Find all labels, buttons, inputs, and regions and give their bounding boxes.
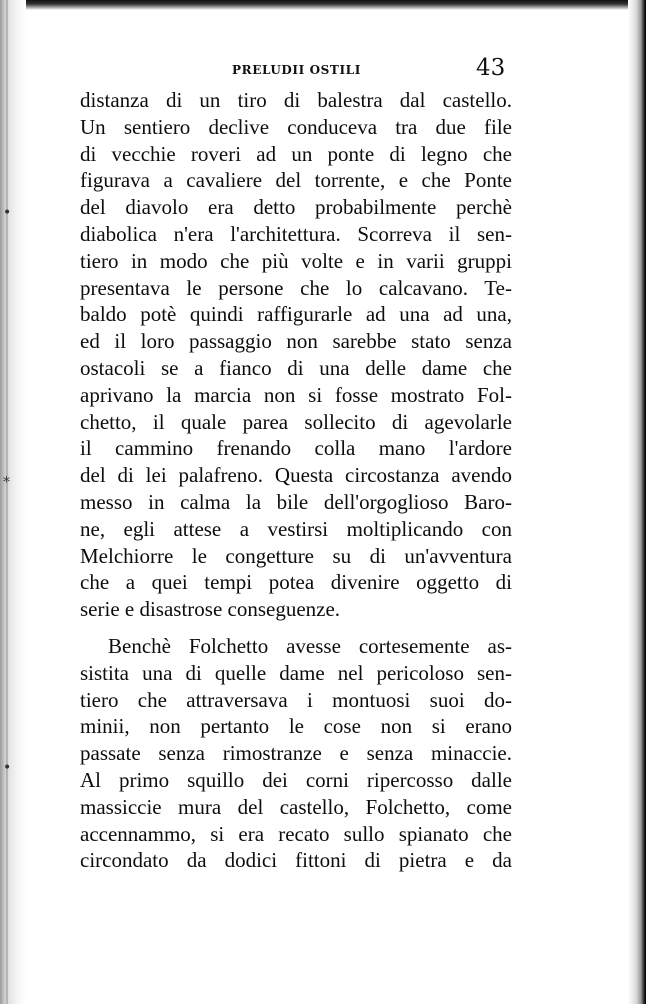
text-line: messo in calma la bile dell'orgoglioso Baro- (80, 489, 512, 514)
text-line: il cammino frenando colla mano l'ardore (80, 436, 512, 461)
text-line: del di lei palafreno. Questa circostanza avendo (80, 463, 512, 488)
text-line: tiero che attraversava i montuosi suoi do- (80, 687, 512, 712)
text-line: minii, non pertanto le cose non si erano (80, 714, 512, 739)
binding-gutter (0, 0, 26, 1004)
text-line: presentava le persone che lo calcavano. Te- (80, 275, 512, 300)
text-line: di vecchie roveri ad un ponte di legno che (80, 141, 512, 166)
margin-mark: ⁎ (3, 470, 10, 486)
top-edge-shadow (0, 0, 646, 10)
text-line: aprivano la marcia non si fosse mostrato Fol- (80, 382, 512, 407)
running-title: PRELUDII OSTILI (232, 63, 361, 77)
margin-mark: • (3, 760, 12, 776)
paragraph (80, 87, 512, 623)
text-line: massiccie mura del castello, Folchetto, come (80, 794, 512, 819)
right-edge-shadow (628, 0, 646, 1004)
body-text (80, 87, 512, 874)
text-line: Al primo squillo dei corni ripercosso dalle (80, 767, 512, 792)
text-line: Un sentiero declive conduceva tra due file (80, 114, 512, 139)
margin-mark: • (3, 205, 12, 221)
text-line: passate senza rimostranze e senza minaccie. (80, 741, 512, 766)
page-number: 43 (476, 55, 506, 81)
text-line: figurava a cavaliere del torrente, e che Ponte (80, 168, 512, 193)
text-line: Benchè Folchetto avesse cortesemente as- (108, 633, 512, 658)
text-line: chetto, il quale parea sollecito di agevolarle (80, 409, 512, 434)
text-line: ostacoli se a fianco di una delle dame che (80, 355, 512, 380)
paragraph-gap (80, 623, 512, 633)
text-line: accennammo, si era recato sullo spianato che (80, 821, 512, 846)
text-line: diabolica n'era l'architettura. Scorreva il sen- (80, 221, 512, 246)
text-line: sistita una di quelle dame nel pericoloso sen- (80, 660, 512, 685)
text-line: ed il loro passaggio non sarebbe stato senza (80, 329, 512, 354)
text-line: serie e disastrose conseguenze. (80, 597, 341, 622)
text-line: distanza di un tiro di balestra dal castello. (80, 88, 512, 112)
text-line: baldo potè quindi raffigurarle ad una ad una, (80, 302, 512, 327)
text-line: Melchiorre le congetture su di un'avventura (80, 543, 512, 568)
text-line: circondato da dodici fittoni di pietra e da (80, 848, 512, 873)
paragraph (80, 633, 512, 874)
text-line: del diavolo era detto probabilmente perchè (80, 195, 512, 220)
text-line: che a quei tempi potea divenire oggetto di (80, 570, 512, 595)
text-line: ne, egli attese a vestirsi moltiplicando con (80, 516, 512, 541)
text-line: tiero in modo che più volte e in varii gruppi (80, 248, 512, 273)
